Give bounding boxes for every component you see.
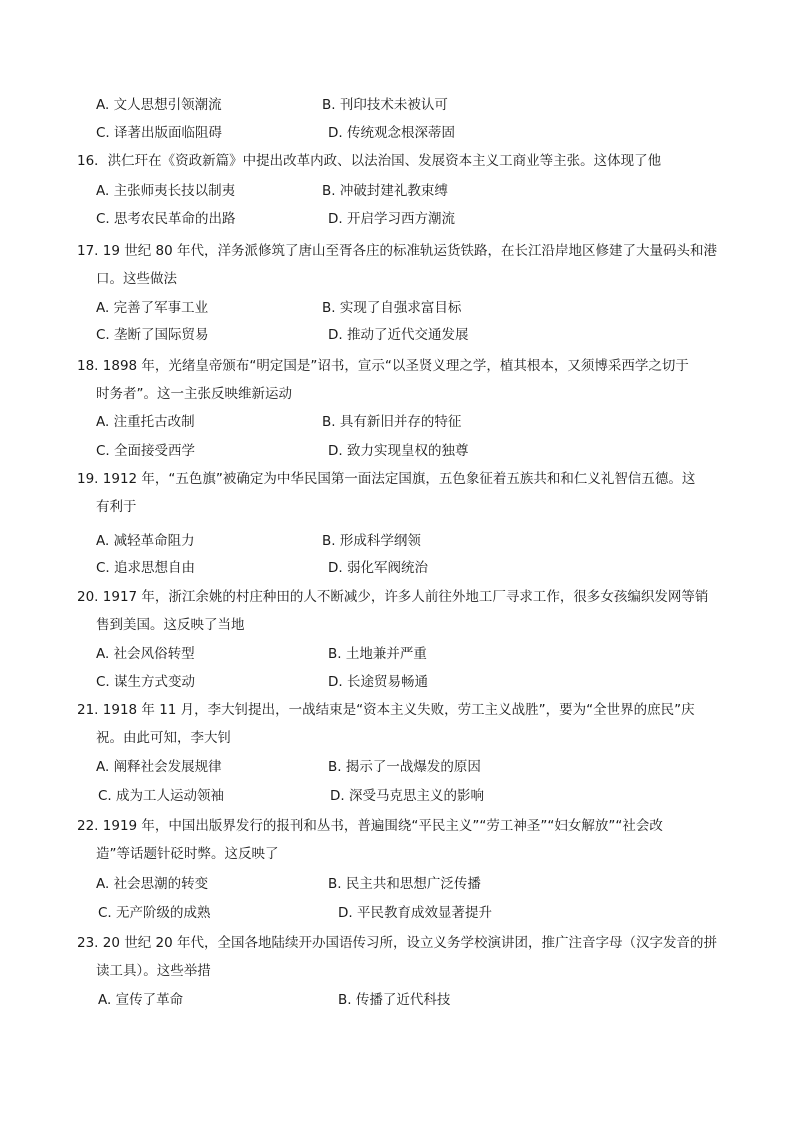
q16-option-b: B. 冲破封建礼教束缚 <box>322 183 448 199</box>
q18-option-b: B. 具有新旧并存的特征 <box>322 414 462 430</box>
q17-option-c: C. 垄断了国际贸易 <box>96 327 209 343</box>
q19-stem-line-1: 19. 1912 年，“五色旗”被确定为中华民国第一面法定国旗，五色象征着五族共和和仁义礼智信五德。这 <box>77 471 696 487</box>
q17-option-d: D. 推动了近代交通发展 <box>328 327 469 343</box>
q19-stem-line-2: 有利于 <box>96 499 137 515</box>
q20-option-c: C. 谋生方式变动 <box>96 674 196 690</box>
q19-option-b: B. 形成科学纲领 <box>322 533 421 549</box>
q21-stem-line-2: 祝。由此可知，李大钊 <box>96 730 231 746</box>
q17-stem-line-1: 17. 19 世纪 80 年代，洋务派修筑了唐山至胥各庄的标准轨运货铁路，在长江沿岸地区修建了大量码头和港 <box>77 243 717 259</box>
q16-stem-line-1: 16．洪仁玕在《资政新篇》中提出改革内政、以法治国、发展资本主义工商业等主张。这体现了他 <box>77 153 662 169</box>
q22-option-c: C. 无产阶级的成熟 <box>98 905 211 921</box>
q16-option-c: C. 思考农民革命的出路 <box>96 211 236 227</box>
q18-option-a: A. 注重托古改制 <box>96 414 195 430</box>
q21-option-d: D. 深受马克思主义的影响 <box>330 788 484 804</box>
q15-option-a: A. 文人思想引领潮流 <box>96 97 222 113</box>
q20-stem-line-2: 售到美国。这反映了当地 <box>96 617 245 633</box>
q15-option-d: D. 传统观念根深蒂固 <box>328 125 455 141</box>
q23-stem-line-2: 读工具）。这些举措 <box>96 963 211 979</box>
q21-option-a: A. 阐释社会发展规律 <box>96 759 222 775</box>
q18-option-d: D. 致力实现皇权的独尊 <box>328 443 469 459</box>
q18-stem-line-1: 18. 1898 年，光绪皇帝颁布“明定国是”诏书，宣示“以圣贤义理之学，植其根本，又须博采西学之切于 <box>77 358 689 374</box>
q22-stem-line-1: 22. 1919 年，中国出版界发行的报刊和丛书，普遍围绕“平民主义”“劳工神圣”“妇女解放”“社会改 <box>77 818 663 834</box>
q22-option-d: D. 平民教育成效显著提升 <box>338 905 492 921</box>
q18-stem-line-2: 时务者”。这一主张反映维新运动 <box>96 386 292 402</box>
q15-option-b: B. 刊印技术未被认可 <box>322 97 448 113</box>
q23-option-b: B. 传播了近代科技 <box>338 992 451 1008</box>
q19-option-c: C. 追求思想自由 <box>96 560 196 576</box>
q19-option-a: A. 减轻革命阻力 <box>96 533 195 549</box>
q19-option-d: D. 弱化军阀统治 <box>328 560 428 576</box>
q20-option-b: B. 土地兼并严重 <box>328 646 427 662</box>
q23-option-a: A. 宣传了革命 <box>98 992 184 1008</box>
q18-option-c: C. 全面接受西学 <box>96 443 196 459</box>
q15-option-c: C. 译著出版面临阻碍 <box>96 125 223 141</box>
q16-option-a: A. 主张师夷长技以制夷 <box>96 183 236 199</box>
q20-option-a: A. 社会风俗转型 <box>96 646 195 662</box>
q22-option-b: B. 民主共和思想广泛传播 <box>328 876 481 892</box>
q16-option-d: D. 开启学习西方潮流 <box>328 211 455 227</box>
q20-option-d: D. 长途贸易畅通 <box>328 674 428 690</box>
q21-option-c: C. 成为工人运动领袖 <box>98 788 225 804</box>
q22-stem-line-2: 造”等话题针砭时弊。这反映了 <box>96 846 279 862</box>
q17-stem-line-2: 口。这些做法 <box>96 271 177 287</box>
q17-option-a: A. 完善了军事工业 <box>96 300 209 316</box>
q20-stem-line-1: 20. 1917 年，浙江余姚的村庄种田的人不断减少，许多人前往外地工厂寻求工作，很多女孩编织发网等销 <box>77 589 709 605</box>
q17-option-b: B. 实现了自强求富目标 <box>322 300 462 316</box>
q21-option-b: B. 揭示了一战爆发的原因 <box>328 759 481 775</box>
q22-option-a: A. 社会思潮的转变 <box>96 876 209 892</box>
q23-stem-line-1: 23. 20 世纪 20 年代，全国各地陆续开办国语传习所，设立义务学校演讲团，推广注音字母（汉字发音的拼 <box>77 935 717 951</box>
q21-stem-line-1: 21. 1918 年 11 月，李大钊提出，一战结束是“资本主义失败，劳工主义战胜”，要为“全世界的庶民”庆 <box>77 702 695 718</box>
